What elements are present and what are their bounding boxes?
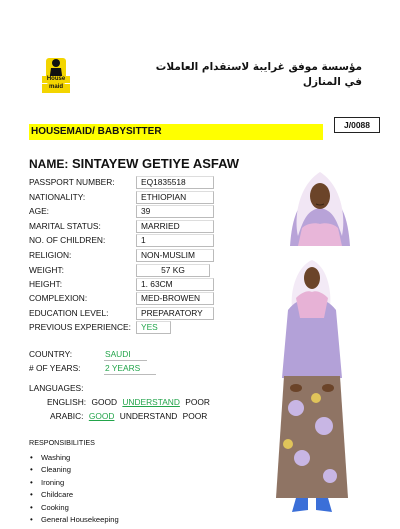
- arabic-title-line1: مؤسسة موفق غرايبة لاستقدام العاملات: [155, 61, 362, 73]
- country-value: SAUDI: [104, 348, 147, 361]
- years-value: 2 YEARS: [104, 362, 156, 375]
- reference-number: J/0088: [334, 117, 380, 133]
- detail-value: NON-MUSLIM: [136, 249, 214, 262]
- detail-value: MED-BROWEN: [136, 292, 214, 305]
- detail-label: NATIONALITY:: [29, 192, 86, 202]
- language-name: ENGLISH:: [47, 397, 87, 407]
- detail-value: ETHIOPIAN: [136, 191, 214, 204]
- responsibilities-list: [29, 452, 119, 526]
- detail-label: HEIGHT:: [29, 279, 63, 289]
- detail-label: COMPLEXION:: [29, 293, 88, 303]
- headshot-photo: [276, 158, 364, 246]
- list-item: • Washing: [29, 452, 119, 464]
- detail-label: PREVIOUS EXPERIENCE:: [29, 322, 131, 332]
- name-value: SINTAYEW GETIYE ASFAW: [71, 156, 240, 171]
- detail-value: 39: [136, 205, 214, 218]
- level-good: GOOD: [88, 411, 115, 421]
- list-item: • Cleaning: [29, 464, 119, 476]
- detail-label: MARITAL STATUS:: [29, 221, 101, 231]
- logo-text-top: House: [46, 76, 66, 82]
- housemaid-logo: [40, 54, 72, 96]
- agency-arabic-title: [150, 60, 362, 90]
- role-title: HOUSEMAID/ BABYSITTER: [29, 124, 323, 140]
- list-item: • General Housekeeping: [29, 514, 119, 526]
- detail-value: PREPARATORY: [136, 307, 214, 320]
- language-row-arabic: [50, 410, 210, 422]
- arabic-title-line2: في المنازل: [302, 76, 362, 88]
- detail-value: 57 KG: [136, 264, 210, 277]
- name-label: NAME:: [29, 157, 69, 171]
- detail-value: EQ1835518: [136, 176, 214, 189]
- detail-label: PASSPORT NUMBER:: [29, 177, 115, 187]
- level-understand: UNDERSTAND: [119, 411, 178, 421]
- detail-value: 1: [136, 234, 214, 247]
- level-good: GOOD: [91, 397, 118, 407]
- level-poor: POOR: [185, 397, 210, 407]
- country-label: COUNTRY:: [29, 349, 73, 359]
- logo-text-bottom: maid: [48, 84, 63, 90]
- list-item: • Ironing: [29, 477, 119, 489]
- detail-value: MARRIED: [136, 220, 214, 233]
- years-label: # OF YEARS:: [29, 363, 81, 373]
- detail-label: AGE:: [29, 206, 50, 216]
- level-understand: UNDERSTAND: [122, 397, 180, 407]
- detail-value: 1. 63CM: [136, 278, 214, 291]
- detail-value: YES: [136, 321, 171, 334]
- languages-title: LANGUAGES:: [29, 383, 84, 393]
- language-row-english: [47, 396, 213, 408]
- language-name: ARABIC:: [50, 411, 84, 421]
- detail-label: EDUCATION LEVEL:: [29, 308, 109, 318]
- candidate-name: [29, 156, 239, 171]
- level-poor: POOR: [182, 411, 208, 421]
- detail-label: WEIGHT:: [29, 265, 64, 275]
- list-item: • Cooking: [29, 502, 119, 514]
- responsibilities-title: RESPONSIBILITIES: [29, 438, 95, 447]
- detail-label: NO. OF CHILDREN:: [29, 235, 106, 245]
- detail-label: RELIGION:: [29, 250, 72, 260]
- list-item: • Childcare: [29, 489, 119, 501]
- full-body-photo: [262, 248, 360, 524]
